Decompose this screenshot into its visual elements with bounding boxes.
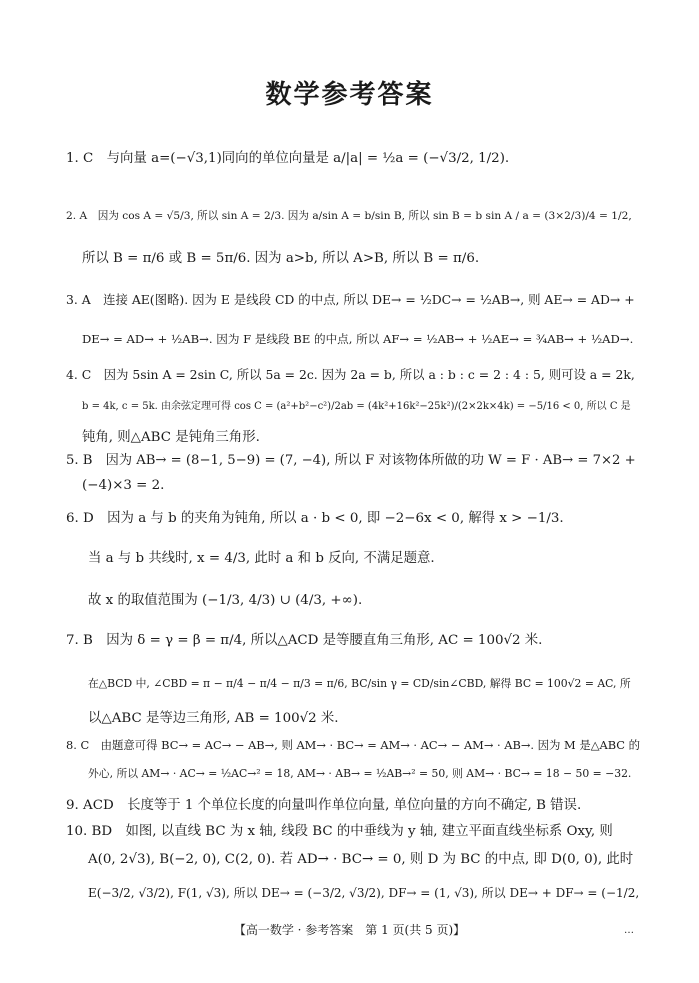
answer-7-line-1: 7. B 因为 δ = γ = β = π/4, 所以△ACD 是等腰直角三角形, AC = 100√2 米. (66, 633, 543, 648)
answer-7-line-3: 以△ABC 是等边三角形, AB = 100√2 米. (88, 711, 339, 726)
answer-2-line-1: 2. A 因为 cos A = √5/3, 所以 sin A = 2/3. 因为 a/sin A = b/sin B, 所以 sin B = b sin A / a = (3×2/3)/4 = 1/2, (66, 210, 632, 222)
answer-8-line-2: 外心, 所以 AM→ · AC→ = ½AC→² = 18, AM→ · AB→ = ½AB→² = 50, 则 AM→ · BC→ = 18 − 50 = −32. (88, 767, 632, 780)
answer-6-line-1: 6. D 因为 a 与 b 的夹角为钝角, 所以 a · b < 0, 即 −2−6x < 0, 解得 x > −1/3. (66, 511, 564, 526)
page-footer: 【高一数学 · 参考答案 第 1 页(共 5 页)】 (233, 923, 466, 937)
answer-10-line-3: E(−3/2, √3/2), F(1, √3), 所以 DE→ = (−3/2, √3/2), DF→ = (1, √3), 所以 DE→ + DF→ = (−1/2, (88, 886, 640, 900)
answer-7-line-2: 在△BCD 中, ∠CBD = π − π/4 − π/4 − π/3 = π/6, BC/sin γ = CD/sin∠CBD, 解得 BC = 100√2 = AC, 所 (88, 677, 631, 690)
corner-mark: … (624, 925, 634, 936)
answer-10-line-1: 10. BD 如图, 以直线 BC 为 x 轴, 线段 BC 的中垂线为 y 轴, 建立平面直线坐标系 Oxy, 则 (66, 824, 613, 839)
answer-10-line-2: A(0, 2√3), B(−2, 0), C(2, 0). 若 AD→ · BC→ = 0, 则 D 为 BC 的中点, 即 D(0, 0), 此时 (88, 852, 634, 867)
answer-8-line-1: 8. C 由题意可得 BC→ = AC→ − AB→, 则 AM→ · BC→ = AM→ · AC→ − AM→ · AB→. 因为 M 是△ABC 的 (66, 738, 640, 752)
answer-2-line-2: 所以 B = π/6 或 B = 5π/6. 因为 a>b, 所以 A>B, 所以 B = π/6. (82, 251, 480, 266)
answer-6-line-3: 故 x 的取值范围为 (−1/3, 4/3) ∪ (4/3, +∞). (88, 593, 363, 608)
answer-3-line-2: DE→ = AD→ + ½AB→. 因为 F 是线段 BE 的中点, 所以 AF→ = ½AB→ + ½AE→ = ¾AB→ + ½AD→. (82, 332, 634, 346)
answer-3-line-1: 3. A 连接 AE(图略). 因为 E 是线段 CD 的中点, 所以 DE→ = ½DC→ = ½AB→, 则 AE→ = AD→ + (66, 292, 635, 307)
answer-1: 1. C 与向量 a=(−√3,1)同向的单位向量是 a/|a| = ½a = (−√3/2, 1/2). (66, 151, 510, 166)
answer-9: 9. ACD 长度等于 1 个单位长度的向量叫作单位向量, 单位向量的方向不确定, B 错误. (66, 798, 582, 813)
answer-4-line-2: b = 4k, c = 5k. 由余弦定理可得 cos C = (a²+b²−c²)/2ab = (4k²+16k²−25k²)/(2×2k×4k) = −5/16 < 0, 所以 C 是 (82, 401, 631, 412)
answer-4-line-1: 4. C 因为 5sin A = 2sin C, 所以 5a = 2c. 因为 2a = b, 所以 a : b : c = 2 : 4 : 5, 则可设 a = 2k, (66, 367, 635, 382)
answer-5-line-2: (−4)×3 = 2. (82, 478, 165, 493)
answer-4-line-3: 钝角, 则△ABC 是钝角三角形. (82, 430, 260, 445)
answer-5-line-1: 5. B 因为 AB→ = (8−1, 5−9) = (7, −4), 所以 F 对该物体所做的功 W = F · AB→ = 7×2 + (66, 453, 636, 468)
answer-6-line-2: 当 a 与 b 共线时, x = 4/3, 此时 a 和 b 反向, 不满足题意. (88, 551, 435, 566)
page-title: 数学参考答案 (265, 80, 434, 110)
